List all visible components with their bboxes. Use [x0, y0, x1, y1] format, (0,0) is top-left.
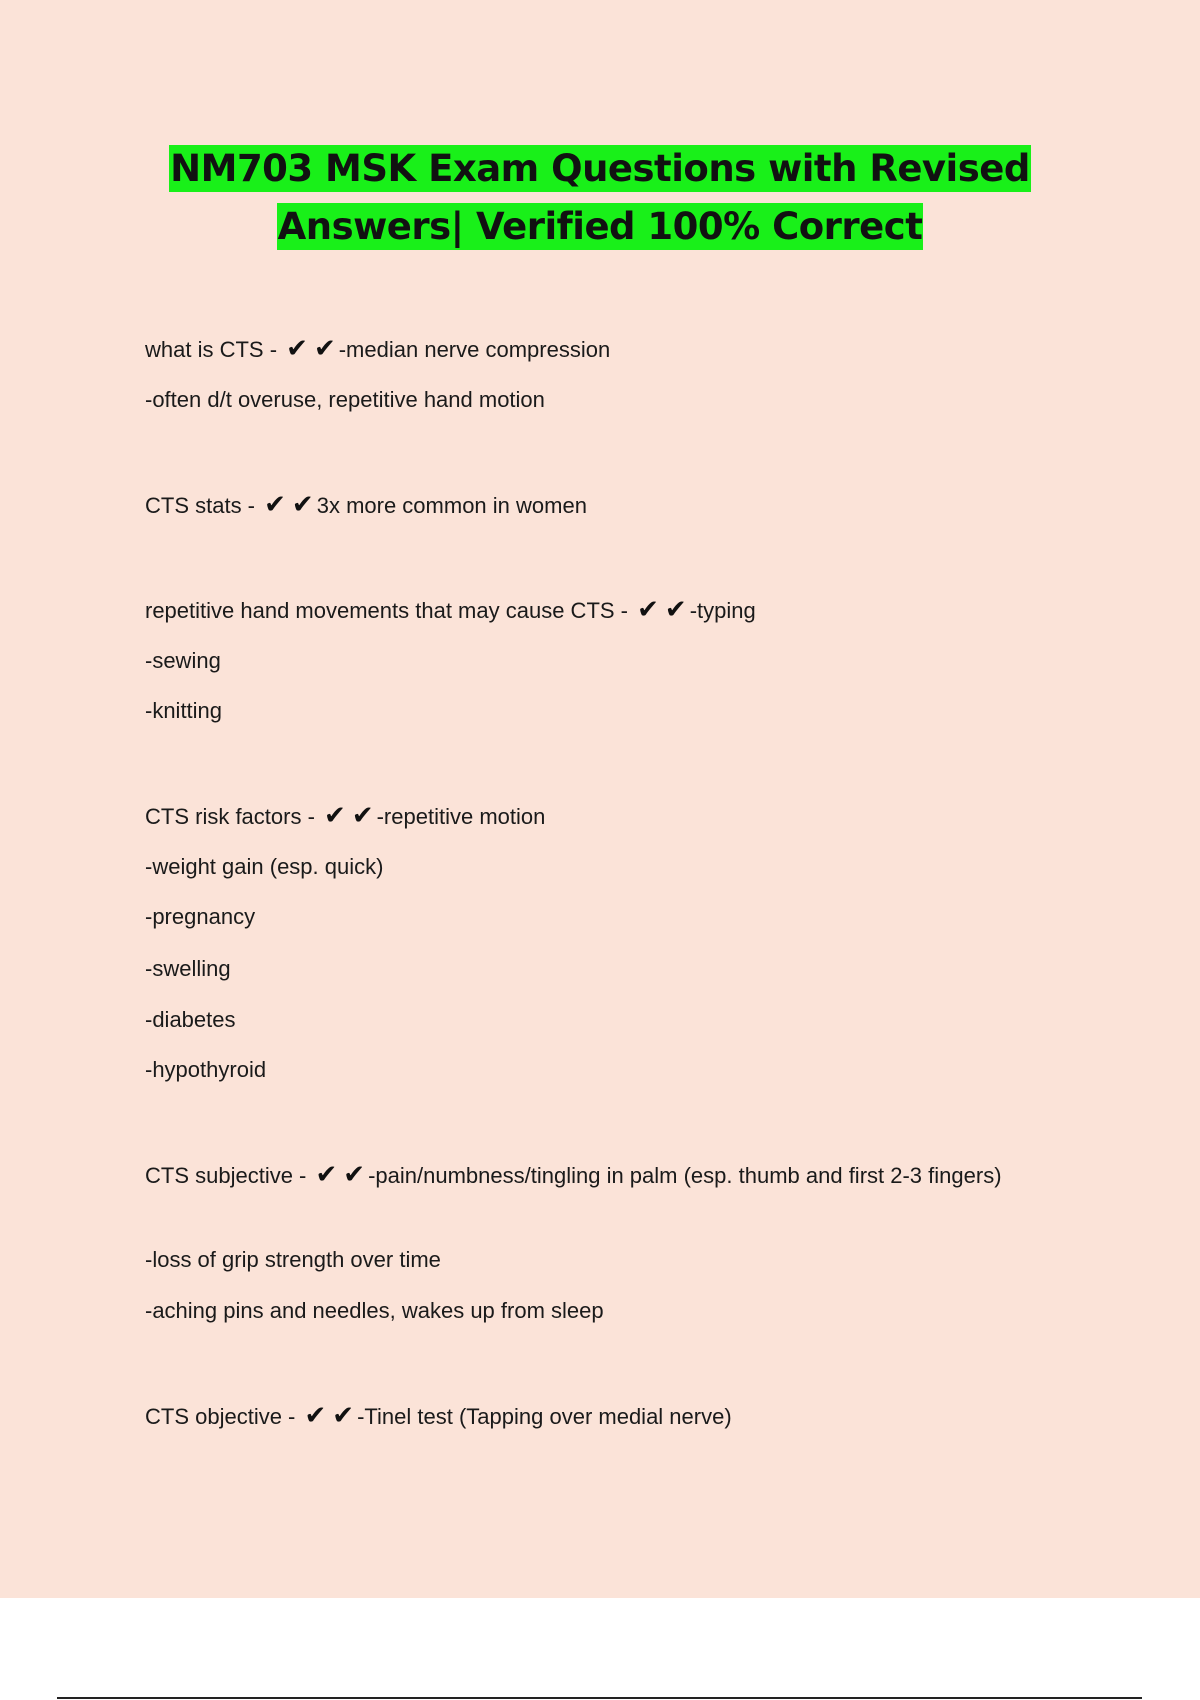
check-icon: ✔	[315, 1160, 338, 1190]
check-icon: ✔	[264, 490, 286, 520]
answer-line: -weight gain (esp. quick)	[145, 854, 384, 879]
answer-line: -often d/t overuse, repetitive hand motion	[145, 387, 545, 412]
qa-item-cts-stats	[145, 489, 1045, 522]
answer-text: -Tinel test (Tapping over medial nerve)	[357, 1404, 732, 1429]
check-icon: ✔	[291, 490, 314, 520]
check-icon: ✔	[313, 334, 336, 364]
answer-text: -typing	[689, 598, 756, 623]
answer-line: -swelling	[145, 956, 231, 981]
answer-line: -aching pins and needles, wakes up from sleep	[145, 1298, 604, 1323]
answer-line: -knitting	[145, 698, 223, 723]
question-text: repetitive hand movements that may cause CTS -	[145, 598, 635, 623]
answer-text: -pain/numbness/tingling in palm (esp. thumb and first 2-3 fingers)	[368, 1163, 1002, 1188]
question-text: CTS risk factors -	[145, 804, 322, 829]
check-icon: ✔	[637, 595, 659, 625]
document-title	[0, 140, 1200, 256]
check-icon: ✔	[286, 334, 308, 364]
qa-item-what-is-cts	[145, 333, 1045, 366]
answer-line: -diabetes	[145, 1007, 236, 1032]
question-text: CTS stats -	[145, 493, 262, 518]
answer-line: -loss of grip strength over time	[145, 1247, 441, 1272]
answer-line: -hypothyroid	[145, 1057, 267, 1082]
qa-item-subjective	[145, 1158, 1045, 1193]
check-icon: ✔	[664, 595, 687, 625]
footer-divider	[57, 1697, 1142, 1699]
qa-item-objective	[145, 1400, 1045, 1433]
answer-text: -repetitive motion	[376, 804, 546, 829]
question-text: CTS objective -	[145, 1404, 302, 1429]
qa-item-repetitive-movements	[145, 594, 1045, 627]
check-icon: ✔	[304, 1401, 327, 1431]
title-line-2: Answers| Verified 100% Correct	[277, 205, 923, 248]
question-text: what is CTS -	[145, 337, 284, 362]
check-icon: ✔	[343, 1160, 366, 1190]
answer-text: -median nerve compression	[338, 337, 611, 362]
answer-text: 3x more common in women	[316, 493, 587, 518]
answer-line: -sewing	[145, 648, 221, 673]
qa-item-risk-factors	[145, 800, 1045, 833]
title-line-1: NM703 MSK Exam Questions with Revised	[170, 147, 1030, 190]
check-icon: ✔	[332, 1401, 355, 1431]
check-icon: ✔	[351, 801, 374, 831]
question-text: CTS subjective -	[145, 1163, 313, 1188]
answer-line: -pregnancy	[145, 904, 256, 929]
check-icon: ✔	[324, 801, 346, 831]
